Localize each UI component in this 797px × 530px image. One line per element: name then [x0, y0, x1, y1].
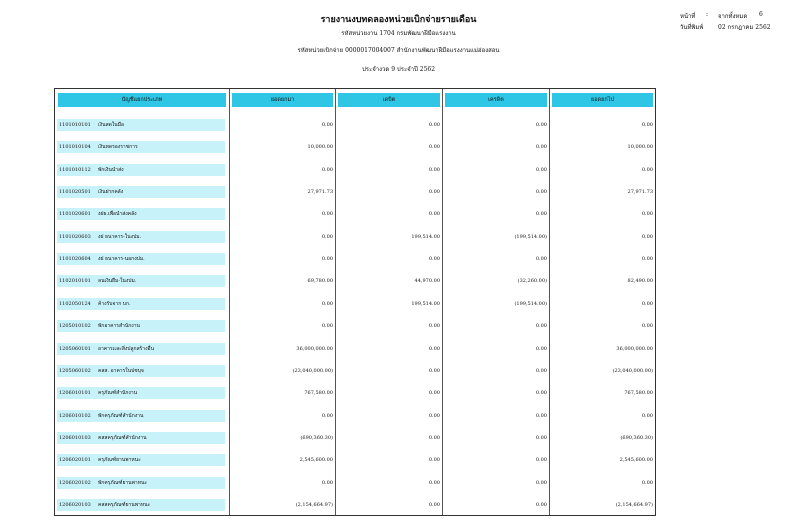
debit-value: 0.00: [428, 345, 440, 352]
account-cell: [57, 186, 225, 198]
debit-value: 0.00: [428, 189, 440, 196]
account-cell: [57, 141, 225, 153]
brought-forward-value: 0.00: [321, 166, 333, 173]
carried-forward-value: (690,360.30): [620, 434, 653, 441]
brought-forward-value: 767,580.00: [304, 390, 333, 397]
credit-value: 0.00: [535, 501, 547, 508]
account-cell: [57, 298, 225, 310]
table-row: [55, 318, 655, 334]
account-code: 1101020501: [59, 189, 91, 196]
brought-forward-value: 27,971.73: [307, 189, 333, 196]
brought-forward-value: (690,360.30): [300, 434, 333, 441]
table-row: [55, 408, 655, 424]
print-date-value: 02 กรกฎาคม 2562: [718, 24, 771, 31]
account-name: พักครุภัณฑ์ยานพาหนะ: [98, 479, 148, 486]
credit-value: 0.00: [535, 211, 547, 218]
brought-forward-value: 0.00: [321, 323, 333, 330]
carried-forward-value: (2,154,664.97): [615, 501, 653, 508]
debit-value: 0.00: [428, 144, 440, 151]
account-cell: [57, 454, 225, 466]
account-code: 1206010103: [59, 434, 91, 441]
trial-balance-table: [54, 88, 656, 516]
page-total: 6: [759, 11, 763, 18]
brought-forward-value: 10,000.00: [307, 144, 333, 151]
account-cell: [57, 275, 225, 287]
debit-value: 0.00: [428, 122, 440, 128]
brought-forward-value: 0.00: [321, 412, 333, 419]
report-disbursing-unit: รหัสหน่วยเบิกจ่าย 0000017004007 สำนักงานพัฒนาฝีมือแรงงานแม่ฮ่องสอน: [297, 47, 500, 54]
account-name: ครุภัณฑ์ยานพาหนะ: [98, 457, 141, 464]
account-code: 1206020102: [59, 479, 91, 486]
account-code: 1206010102: [59, 412, 91, 419]
carried-forward-value: 27,971.73: [627, 189, 653, 196]
brought-forward-value: 0.00: [321, 479, 333, 486]
account-cell: [57, 253, 225, 265]
table-row: [55, 206, 655, 222]
debit-value: 199,514.00: [411, 300, 440, 307]
account-cell: [57, 231, 225, 243]
account-cell: [57, 477, 225, 489]
account-name: อาคารเเละสิ่งปลูกสร้างอื่น: [98, 345, 154, 352]
page-separator: :: [706, 11, 709, 18]
credit-value: 0.00: [535, 122, 547, 128]
header-account: บัญชีแยกประเภท: [58, 93, 226, 107]
debit-value: 0.00: [428, 457, 440, 464]
carried-forward-value: (23,040,000.00): [612, 367, 653, 374]
table-row: [55, 452, 655, 468]
account-code: 1102050124: [59, 300, 91, 307]
page-value: จากทั้งหมด: [718, 13, 748, 20]
table-row: [55, 184, 655, 200]
account-code: 1101020601: [59, 211, 91, 218]
account-name: เงินสดในมือ: [98, 122, 125, 128]
credit-value: 0.00: [535, 457, 547, 464]
carried-forward-value: 0.00: [641, 300, 653, 307]
credit-value: 0.00: [535, 390, 547, 397]
brought-forward-value: 0.00: [321, 256, 333, 263]
brought-forward-value: 69,780.00: [307, 278, 333, 285]
account-cell: [57, 432, 225, 444]
account-name: พักครุภัณฑ์สำนักงาน: [98, 412, 144, 419]
account-name: คสส. อาคารในปชบุจ: [98, 367, 144, 374]
carried-forward-value: 0.00: [641, 122, 653, 128]
account-name: เงินฝากคลัง: [98, 189, 124, 196]
table-row: [55, 117, 655, 133]
carried-forward-value: 0.00: [641, 412, 653, 419]
account-name: งฝธ.เพื่อนำส่งคลัง: [98, 211, 137, 218]
account-code: 1101020603: [59, 233, 91, 240]
debit-value: 0.00: [428, 166, 440, 173]
carried-forward-value: 0.00: [641, 166, 653, 173]
carried-forward-value: 36,000,000.00: [616, 345, 653, 352]
carried-forward-value: 0.00: [641, 233, 653, 240]
table-row: [55, 251, 655, 267]
print-date-label: วันที่พิมพ์: [680, 24, 704, 31]
carried-forward-value: 0.00: [641, 323, 653, 330]
table-row: [55, 497, 655, 513]
account-cell: [57, 119, 225, 131]
credit-value: 0.00: [535, 412, 547, 419]
table-row: [55, 430, 655, 446]
account-name: คสสครุภัณฑ์สำนักงาน: [98, 434, 147, 441]
account-name: ครุภัณฑ์สำนักงาน: [98, 390, 138, 397]
brought-forward-value: 36,000,000.00: [296, 345, 333, 352]
report-title: รายงานงบทดลองหน่วยเบิกจ่ายรายเดือน: [320, 15, 477, 25]
header-carried-forward: ยอดยกไป: [552, 93, 653, 107]
account-code: 1101020604: [59, 256, 91, 263]
debit-value: 0.00: [428, 256, 440, 263]
account-code: 1101010101: [59, 122, 91, 128]
credit-value: 0.00: [535, 367, 547, 374]
account-code: 1206020101: [59, 457, 91, 464]
carried-forward-value: 2,545,600.00: [619, 457, 653, 464]
account-cell: [57, 410, 225, 422]
table-row: [55, 162, 655, 178]
credit-value: 0.00: [535, 144, 547, 151]
account-cell: [57, 208, 225, 220]
account-name: ลนเงินยืม-ในงปม.: [98, 278, 137, 285]
account-code: 1101010112: [59, 166, 91, 173]
brought-forward-value: 0.00: [321, 211, 333, 218]
table-row: [55, 363, 655, 379]
account-name: พักอาคารสำนักงาน: [98, 323, 140, 330]
credit-value: (32,260.00): [517, 278, 547, 285]
debit-value: 0.00: [428, 501, 440, 508]
credit-value: (199,514.00): [514, 300, 547, 307]
account-code: 1206010101: [59, 390, 91, 397]
brought-forward-value: (2,154,664.97): [295, 501, 333, 508]
carried-forward-value: 0.00: [641, 479, 653, 486]
header-brought-forward: ยอดยกมา: [232, 93, 333, 107]
brought-forward-value: 0.00: [321, 233, 333, 240]
brought-forward-value: (23,040,000.00): [292, 367, 333, 374]
carried-forward-value: 0.00: [641, 256, 653, 263]
table-row: [55, 341, 655, 357]
brought-forward-value: 0.00: [321, 300, 333, 307]
page-label: หน้าที่: [680, 13, 696, 20]
account-cell: [57, 365, 225, 377]
credit-value: 0.00: [535, 166, 547, 173]
report-agency: รหัสหน่วยงาน 1704 กรมพัฒนาฝีมือแรงงาน: [341, 30, 456, 37]
credit-value: 0.00: [535, 434, 547, 441]
account-code: 1205060101: [59, 345, 91, 352]
account-code: 1102010101: [59, 278, 91, 285]
table-row: [55, 229, 655, 245]
account-name: พักเงินนำส่ง: [98, 166, 124, 173]
account-cell: [57, 343, 225, 355]
debit-value: 0.00: [428, 434, 440, 441]
debit-value: 0.00: [428, 390, 440, 397]
table-row: [55, 273, 655, 289]
carried-forward-value: 0.00: [641, 211, 653, 218]
carried-forward-value: 10,000.00: [627, 144, 653, 151]
account-cell: [57, 320, 225, 332]
debit-value: 0.00: [428, 479, 440, 486]
debit-value: 0.00: [428, 211, 440, 218]
account-cell: [57, 164, 225, 176]
account-code: 1205060102: [59, 367, 91, 374]
account-name: งฝ ธนาคาร-ในงปม.: [98, 233, 142, 240]
account-name: คสสครุภัณฑ์ยานพาหนะ: [98, 501, 151, 508]
brought-forward-value: 0.00: [321, 122, 333, 128]
debit-value: 44,970.00: [414, 278, 440, 285]
header-debit: เดบิต: [338, 93, 440, 107]
account-cell: [57, 387, 225, 399]
table-row: [55, 475, 655, 491]
account-name: งฝ ธนาคาร-นอกงปม.: [98, 256, 145, 263]
account-name: เงินทดรองราชการ: [98, 144, 138, 151]
report-period: ประจำงวด 9 ประจำปี 2562: [361, 66, 436, 73]
credit-value: (199,514.00): [514, 233, 547, 240]
brought-forward-value: 2,545,600.00: [299, 457, 333, 464]
credit-value: 0.00: [535, 323, 547, 330]
credit-value: 0.00: [535, 189, 547, 196]
table-row: [55, 139, 655, 155]
credit-value: 0.00: [535, 479, 547, 486]
credit-value: 0.00: [535, 345, 547, 352]
header-credit: เครดิต: [445, 93, 547, 107]
debit-value: 0.00: [428, 412, 440, 419]
account-name: ค้างรับจาก บก.: [98, 300, 131, 307]
debit-value: 199,514.00: [411, 233, 440, 240]
debit-value: 0.00: [428, 367, 440, 374]
carried-forward-value: 82,490.00: [627, 278, 653, 285]
account-code: 1101010104: [59, 144, 91, 151]
table-row: [55, 296, 655, 312]
credit-value: 0.00: [535, 256, 547, 263]
account-code: 1206020103: [59, 501, 91, 508]
debit-value: 0.00: [428, 323, 440, 330]
carried-forward-value: 767,580.00: [624, 390, 653, 397]
account-cell: [57, 499, 225, 511]
table-row: [55, 385, 655, 401]
account-code: 1205010102: [59, 323, 91, 330]
